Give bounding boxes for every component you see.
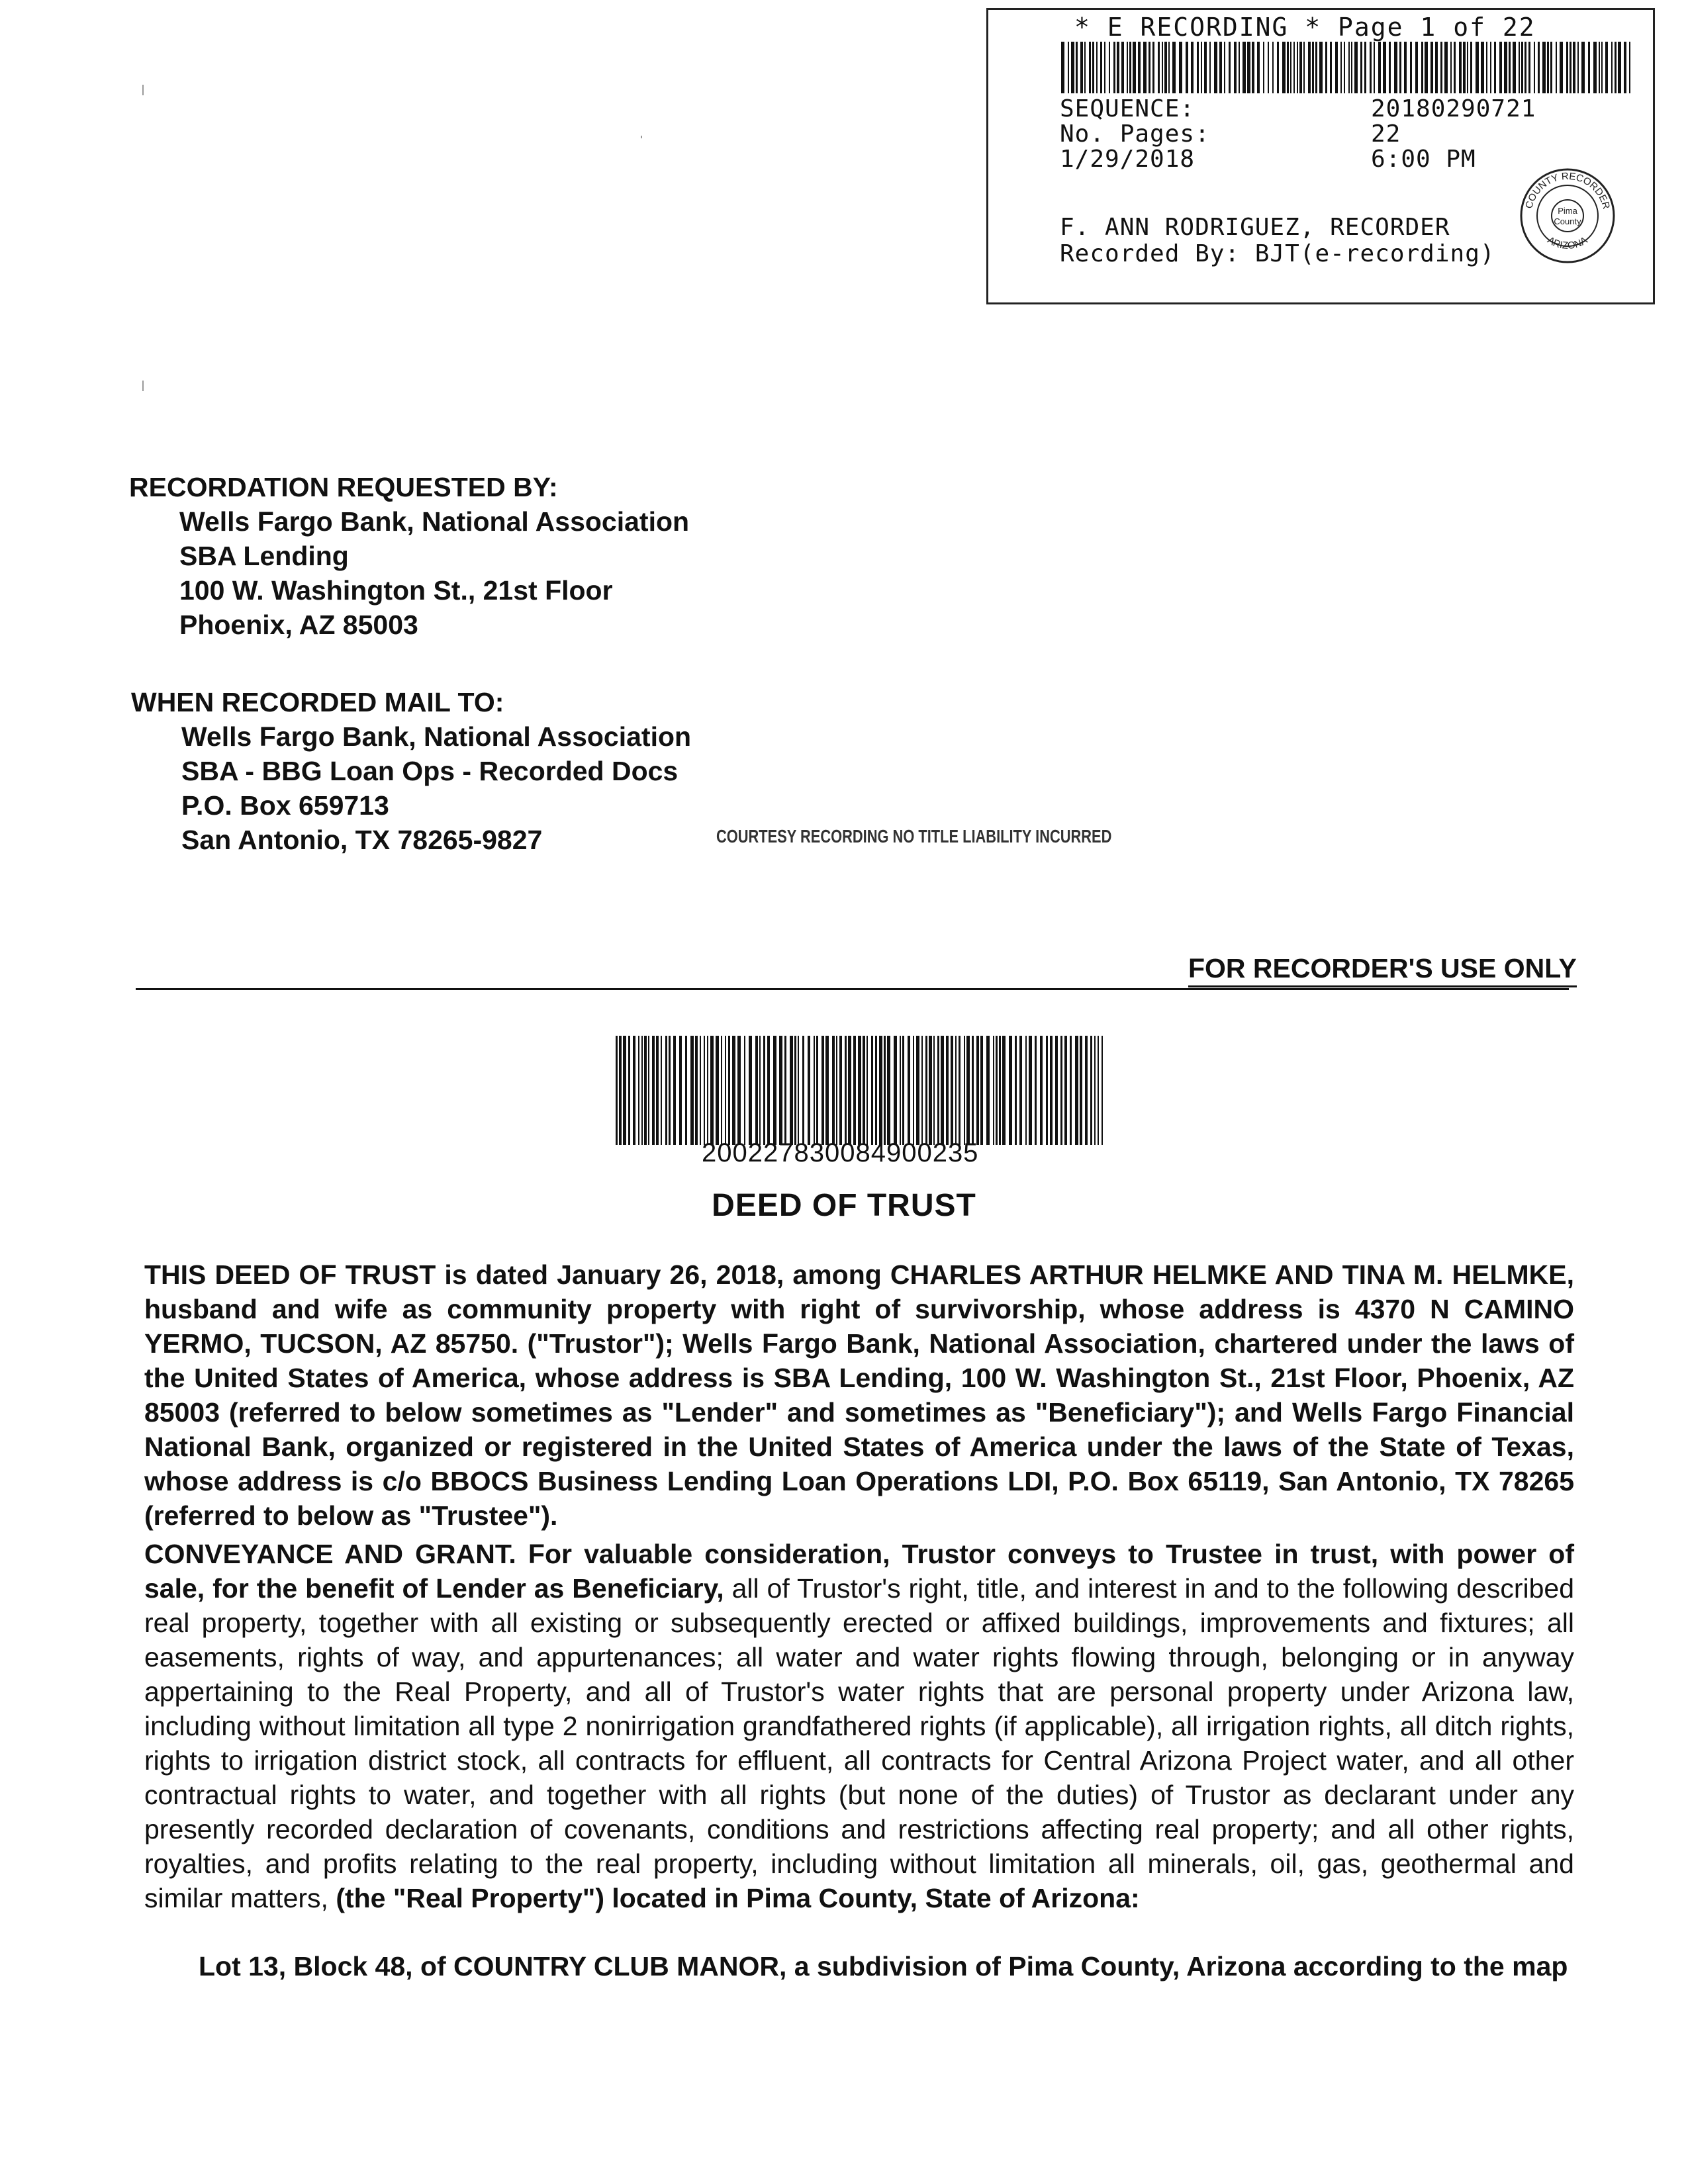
conveyance-tail: (the "Real Property") located in Pima County, State of Arizona: — [328, 1883, 1140, 1913]
barcode-bar — [1172, 42, 1176, 93]
barcode-bar — [1070, 1036, 1072, 1145]
barcode-bar — [1588, 42, 1590, 93]
barcode-bar — [1454, 42, 1456, 93]
mail-to-line: SBA - BBG Loan Ops - Recorded Docs — [181, 756, 679, 786]
barcode-bar — [1104, 42, 1105, 93]
barcode-bar — [980, 1036, 983, 1145]
barcode-bar — [1035, 1036, 1037, 1145]
barcode-bar — [1481, 42, 1484, 93]
mail-to-line: San Antonio, TX 78265-9827 — [181, 825, 543, 855]
barcode-bar — [1308, 42, 1311, 93]
barcode-bar — [1330, 42, 1332, 93]
barcode-bar — [1335, 42, 1338, 93]
barcode-bar — [1224, 42, 1225, 93]
barcode-bar — [1138, 42, 1141, 93]
barcode-bar — [1601, 42, 1603, 93]
barcode-bar — [652, 1036, 655, 1145]
stamp-header: * E RECORDING * Page 1 of 22 — [1074, 13, 1536, 42]
barcode-bar — [1158, 42, 1160, 93]
barcode-bar — [1143, 42, 1147, 93]
barcode-bar — [779, 1036, 782, 1145]
barcode-bar — [1611, 42, 1613, 93]
barcode-bar — [616, 1036, 618, 1145]
barcode-bar — [1096, 42, 1098, 93]
recordation-line: SBA Lending — [179, 541, 349, 571]
sequence-row — [1060, 95, 1536, 122]
barcode-bar — [1519, 42, 1520, 93]
barcode-bar — [1243, 42, 1246, 93]
barcode-bar — [759, 1036, 761, 1145]
barcode-bar — [1025, 1036, 1027, 1145]
barcode-bar — [1450, 42, 1452, 93]
mail-to-heading: WHEN RECORDED MAIL TO: — [131, 687, 504, 717]
recorder-name: F. ANN RODRIGUEZ, RECORDER — [1060, 214, 1450, 241]
barcode-bar — [1293, 42, 1295, 93]
barcode-bar — [1629, 42, 1630, 93]
barcode-bar — [966, 1036, 970, 1145]
barcode-bar — [1094, 1036, 1096, 1145]
pages-row — [1060, 120, 1401, 148]
barcode-bar — [1425, 42, 1428, 93]
barcode-bar — [1068, 42, 1069, 93]
barcode-bar — [644, 1036, 647, 1145]
barcode-bar — [1297, 42, 1298, 93]
barcode-bar — [863, 1036, 865, 1145]
barcode-bar — [900, 1036, 901, 1145]
barcode-bar — [704, 1036, 705, 1145]
barcode-bar — [1102, 1036, 1103, 1145]
barcode-bar — [1573, 42, 1575, 93]
barcode-bar — [1046, 1036, 1048, 1145]
scan-mark — [142, 381, 144, 391]
barcode-bar — [1618, 42, 1621, 93]
recorders-use-label: FOR RECORDER'S USE ONLY — [1188, 953, 1577, 987]
barcode-bar — [1599, 42, 1600, 93]
barcode-bar — [1374, 42, 1375, 93]
barcode-bar — [685, 1036, 687, 1145]
county-seal-icon — [1518, 166, 1617, 265]
barcode-bar — [773, 1036, 776, 1145]
barcode-bar — [946, 1036, 949, 1145]
barcode-bar — [1247, 42, 1250, 93]
barcode-bar — [721, 1036, 722, 1145]
document-barcode — [616, 1036, 1105, 1145]
barcode-bar — [707, 1036, 708, 1145]
barcode-bar — [1060, 1036, 1062, 1145]
barcode-bar — [1080, 1036, 1082, 1145]
barcode-bar — [1467, 42, 1468, 93]
barcode-bar — [648, 1036, 649, 1145]
barcode-bar — [1002, 1036, 1006, 1145]
barcode-bar — [619, 1036, 622, 1145]
barcode-bar — [1560, 42, 1563, 93]
barcode-bar — [716, 1036, 719, 1145]
barcode-bar — [1162, 42, 1163, 93]
barcode-bar — [1076, 42, 1078, 93]
barcode-bar — [1061, 42, 1064, 93]
barcode-bar — [884, 1036, 886, 1145]
barcode-bar — [1168, 42, 1170, 93]
barcode-bar — [1186, 42, 1188, 93]
barcode-bar — [1312, 42, 1314, 93]
barcode-bar — [1521, 42, 1523, 93]
barcode-bar — [832, 1036, 835, 1145]
barcode-bar — [1509, 42, 1511, 93]
barcode-bar — [656, 1036, 659, 1145]
divider-rule — [136, 988, 1569, 990]
barcode-bar — [1121, 42, 1124, 93]
barcode-bar — [1050, 1036, 1053, 1145]
barcode-bar — [1410, 42, 1412, 93]
barcode-bar — [1100, 42, 1102, 93]
barcode-bar — [633, 1036, 635, 1145]
barcode-bar — [1085, 1036, 1088, 1145]
barcode-bar — [1459, 42, 1462, 93]
barcode-bar — [921, 1036, 923, 1145]
svg-text:County: County — [1554, 216, 1581, 226]
svg-text:ARIZONA: ARIZONA — [1545, 234, 1590, 252]
recordation-requested-block — [129, 470, 689, 642]
barcode-bar — [1287, 42, 1289, 93]
barcode-bar — [925, 1036, 927, 1145]
barcode-bar — [1615, 42, 1617, 93]
barcode-bar — [941, 1036, 944, 1145]
barcode-bar — [1528, 42, 1530, 93]
barcode-bar — [887, 1036, 890, 1145]
recording-stamp — [986, 8, 1655, 304]
barcode-bar — [1348, 42, 1350, 93]
barcode-bar — [1581, 42, 1585, 93]
barcode-bar — [1209, 42, 1211, 93]
barcode-bar — [1364, 42, 1366, 93]
recordation-line: 100 W. Washington St., 21st Floor — [179, 575, 613, 606]
legal-description: Lot 13, Block 48, of COUNTRY CLUB MANOR, a subdivision of Pima County, Arizona according to the map — [199, 1951, 1568, 1981]
barcode-bar — [916, 1036, 919, 1145]
barcode-bar — [1263, 42, 1264, 93]
barcode-bar — [737, 1036, 741, 1145]
barcode-bar — [1570, 42, 1571, 93]
barcode-bar — [1513, 42, 1516, 93]
barcode-bar — [665, 1036, 667, 1145]
pages-label: No. Pages: — [1060, 120, 1210, 148]
barcode-bar — [1113, 42, 1115, 93]
barcode-bar — [1383, 42, 1386, 93]
barcode-bar — [802, 1036, 804, 1145]
barcode-bar — [1098, 1036, 1099, 1145]
barcode-bar — [1084, 42, 1086, 93]
barcode-bar — [1315, 42, 1317, 93]
barcode-bar — [1234, 42, 1237, 93]
barcode-bar — [1303, 42, 1305, 93]
conveyance-heading: CONVEYANCE AND GRANT. — [144, 1539, 516, 1569]
barcode-bar — [1435, 42, 1438, 93]
barcode-bar — [728, 1036, 730, 1145]
barcode-bar — [1282, 42, 1286, 93]
barcode-bar — [1542, 42, 1546, 93]
barcode-bar — [1504, 42, 1507, 93]
barcode-bar — [638, 1036, 639, 1145]
barcode-bar — [836, 1036, 837, 1145]
barcode-bar — [1476, 42, 1479, 93]
barcode-bar — [1029, 1036, 1032, 1145]
conveyance-body: all of Trustor's right, title, and interest in and to the following described real property, together with all existing or subsequently erected or affixed buildings, improvements and fixtures; all easements, rights of way, and appurtenances; all water and water rights flowing through, belonging or in anyway appertaining to the Real Property, and all of Trustor's water rights that are personal property under Arizona law, including without limitation all type 2 nonirrigation grandfathered rights (if applicable), all irrigation rights, all ditch rights, rights to irrigation district stock, all contracts for effluent, all contracts for Central Arizona Project water, and all other contractual rights to water, and together with all rights (but none of the duties) of Trustor as declarant under any presently recorded declaration of covenants, conditions and restrictions affecting real property; and all other rights, royalties, and profits relating to the real property, including without limitation all minerals, oil, gas, geothermal and similar matters, — [144, 1573, 1574, 1913]
barcode-bar — [1524, 42, 1526, 93]
svg-text:COUNTY RECORDER: COUNTY RECORDER — [1523, 170, 1613, 210]
barcode-bar — [695, 1036, 698, 1145]
barcode-bar — [808, 1036, 810, 1145]
barcode-bar — [669, 1036, 671, 1145]
recordation-line: Phoenix, AZ 85003 — [179, 610, 418, 640]
barcode-bar — [1040, 1036, 1043, 1145]
barcode-bar — [1360, 42, 1362, 93]
barcode-bar — [853, 1036, 856, 1145]
barcode-bar — [755, 1036, 758, 1145]
barcode-bar — [1277, 42, 1279, 93]
barcode-bar — [1344, 42, 1345, 93]
barcode-bar — [993, 1036, 994, 1145]
barcode-bar — [1534, 42, 1535, 93]
barcode-bar — [623, 1036, 626, 1145]
date-row — [1060, 146, 1476, 173]
barcode-bar — [959, 1036, 961, 1145]
barcode-bar — [1593, 42, 1597, 93]
barcode-bar — [700, 1036, 701, 1145]
svg-text:Pima: Pima — [1558, 206, 1577, 216]
barcode-bar — [628, 1036, 630, 1145]
barcode-bar — [1415, 42, 1418, 93]
barcode-bar — [1370, 42, 1372, 93]
barcode-bar — [1494, 42, 1496, 93]
barcode-bar — [1351, 42, 1352, 93]
scan-mark — [142, 85, 144, 95]
barcode-bar — [794, 1036, 796, 1145]
barcode-bar — [710, 1036, 714, 1145]
barcode-bar — [825, 1036, 829, 1145]
barcode-bar — [1404, 42, 1407, 93]
barcode-bar — [1239, 42, 1240, 93]
barcode-bar — [933, 1036, 935, 1145]
barcode-bar — [816, 1036, 818, 1145]
barcode-bar — [1319, 42, 1323, 93]
barcode-bar — [1252, 42, 1254, 93]
barcode-bar — [1064, 1036, 1067, 1145]
barcode-bar — [1440, 42, 1442, 93]
barcode-bar — [1490, 42, 1491, 93]
record-time: 6:00 PM — [1371, 146, 1476, 173]
conveyance-grant: For valuable consideration, Trustor conveys to Trustee in trust, with power of sale, for the benefit of Lender as Beneficiary, — [144, 1539, 1574, 1604]
mail-to-line: Wells Fargo Bank, National Association — [181, 721, 692, 752]
barcode-bar — [673, 1036, 676, 1145]
barcode-bar — [1325, 42, 1327, 93]
barcode-bar — [976, 1036, 979, 1145]
barcode-bar — [1019, 1036, 1022, 1145]
barcode-bar — [894, 1036, 897, 1145]
barcode-bar — [790, 1036, 793, 1145]
barcode-bar — [986, 1036, 990, 1145]
barcode-bar — [1214, 42, 1217, 93]
barcode-bar — [996, 1036, 998, 1145]
barcode-bar — [1566, 42, 1568, 93]
barcode-bar — [1117, 42, 1119, 93]
barcode-bar — [1550, 42, 1552, 93]
barcode-bar — [1197, 42, 1199, 93]
stamp-barcode — [1061, 42, 1630, 93]
barcode-bar — [908, 1036, 910, 1145]
barcode-bar — [858, 1036, 861, 1145]
barcode-bar — [732, 1036, 735, 1145]
barcode-bar — [1092, 42, 1094, 93]
sequence-value: 20180290721 — [1371, 95, 1536, 122]
barcode-bar — [1399, 42, 1401, 93]
barcode-bar — [848, 1036, 851, 1145]
barcode-bar — [937, 1036, 939, 1145]
barcode-bar — [1089, 42, 1091, 93]
barcode-bar — [955, 1036, 957, 1145]
barcode-bar — [1463, 42, 1466, 93]
barcode-bar — [661, 1036, 662, 1145]
barcode-bar — [1109, 42, 1110, 93]
barcode-bar — [1272, 42, 1274, 93]
barcode-bar — [1538, 42, 1540, 93]
barcode-bar — [1299, 42, 1302, 93]
sequence-label: SEQUENCE: — [1060, 95, 1196, 122]
conveyance-paragraph — [144, 1537, 1574, 1915]
barcode-bar — [929, 1036, 932, 1145]
barcode-bar — [1486, 42, 1487, 93]
barcode-bar — [1015, 1036, 1017, 1145]
barcode-bar — [1129, 42, 1131, 93]
barcode-bar — [1229, 42, 1231, 93]
barcode-bar — [1009, 1036, 1012, 1145]
pages-value: 22 — [1371, 120, 1401, 148]
record-date: 1/29/2018 — [1060, 146, 1196, 173]
barcode-bar — [679, 1036, 682, 1145]
barcode-bar — [1191, 42, 1194, 93]
barcode-bar — [845, 1036, 847, 1145]
barcode-bar — [1179, 42, 1182, 93]
barcode-bar — [1444, 42, 1448, 93]
barcode-bar — [1219, 42, 1222, 93]
barcode-bar — [972, 1036, 974, 1145]
barcode-bar — [1394, 42, 1397, 93]
barcode-bar — [1133, 42, 1136, 93]
barcode-bar — [798, 1036, 799, 1145]
barcode-bar — [749, 1036, 752, 1145]
barcode-bar — [1378, 42, 1381, 93]
barcode-bar — [763, 1036, 765, 1145]
barcode-bar — [1090, 1036, 1092, 1145]
barcode-bar — [867, 1036, 868, 1145]
barcode-bar — [839, 1036, 842, 1145]
barcode-bar — [1075, 1036, 1078, 1145]
barcode-bar — [964, 1036, 965, 1145]
barcode-bar — [1080, 42, 1083, 93]
barcode-bar — [641, 1036, 643, 1145]
barcode-bar — [821, 1036, 824, 1145]
barcode-bar — [1152, 42, 1154, 93]
barcode-bar — [1268, 42, 1269, 93]
barcode-bar — [784, 1036, 786, 1145]
mail-to-block — [131, 685, 691, 857]
barcode-bar — [1430, 42, 1433, 93]
barcode-bar — [1290, 42, 1291, 93]
barcode-bar — [1577, 42, 1579, 93]
barcode-bar — [1556, 42, 1557, 93]
recordation-line: Wells Fargo Bank, National Association — [179, 506, 690, 537]
barcode-bar — [1127, 42, 1128, 93]
barcode-bar — [1389, 42, 1391, 93]
barcode-bar — [1340, 42, 1342, 93]
barcode-bar — [1055, 1036, 1058, 1145]
barcode-bar — [913, 1036, 914, 1145]
barcode-bar — [871, 1036, 873, 1145]
barcode-bar — [879, 1036, 882, 1145]
barcode-bar — [875, 1036, 877, 1145]
barcode-number: 200227830084900235 — [702, 1138, 979, 1167]
barcode-bar — [725, 1036, 726, 1145]
barcode-bar — [1624, 42, 1626, 93]
barcode-bar — [814, 1036, 815, 1145]
barcode-bar — [1071, 42, 1074, 93]
barcode-bar — [1149, 42, 1150, 93]
barcode-bar — [1257, 42, 1260, 93]
barcode-bar — [744, 1036, 745, 1145]
barcode-bar — [1421, 42, 1423, 93]
mail-to-line: P.O. Box 659713 — [181, 790, 389, 821]
barcode-bar — [999, 1036, 1001, 1145]
barcode-bar — [767, 1036, 770, 1145]
barcode-bar — [951, 1036, 953, 1145]
barcode-bar — [1354, 42, 1358, 93]
barcode-bar — [1164, 42, 1167, 93]
barcode-bar — [1201, 42, 1202, 93]
barcode-bar — [1499, 42, 1502, 93]
barcode-bar — [1605, 42, 1608, 93]
scan-mark — [641, 136, 642, 138]
barcode-bar — [690, 1036, 694, 1145]
document-title: DEED OF TRUST — [712, 1188, 976, 1223]
intro-paragraph: THIS DEED OF TRUST is dated January 26, 2018, among CHARLES ARTHUR HELMKE AND TINA M. HELMKE, husband and wife as community property with right of survivorship, whose address is 4370 N CAMINO YERMO, TUCSON, AZ 85750. ("Trustor"); Wells Fargo Bank, National Association, chartered under the laws of the United States of America, whose address is SBA Lending, 100 W. Washington St., 21st Floor, Phoenix, AZ 85003 (referred to below sometimes as "Lender" and sometimes as "Beneficiary"); and Wells Fargo Financial National Bank, organized or registered in the United States of America under the laws of the State of Texas, whose address is c/o BBOCS Business Lending Loan Operations LDI, P.O. Box 65119, San Antonio, TX 78265 (referred to below as "Trustee"). — [144, 1259, 1574, 1531]
courtesy-recording-stamp: COURTESY RECORDING NO TITLE LIABILITY INCURRED — [716, 826, 1112, 846]
barcode-bar — [1204, 42, 1207, 93]
barcode-bar — [1470, 42, 1472, 93]
barcode-bar — [1547, 42, 1549, 93]
recorded-by: Recorded By: BJT(e-recording) — [1060, 240, 1495, 267]
barcode-bar — [902, 1036, 904, 1145]
recordation-heading: RECORDATION REQUESTED BY: — [129, 472, 558, 502]
